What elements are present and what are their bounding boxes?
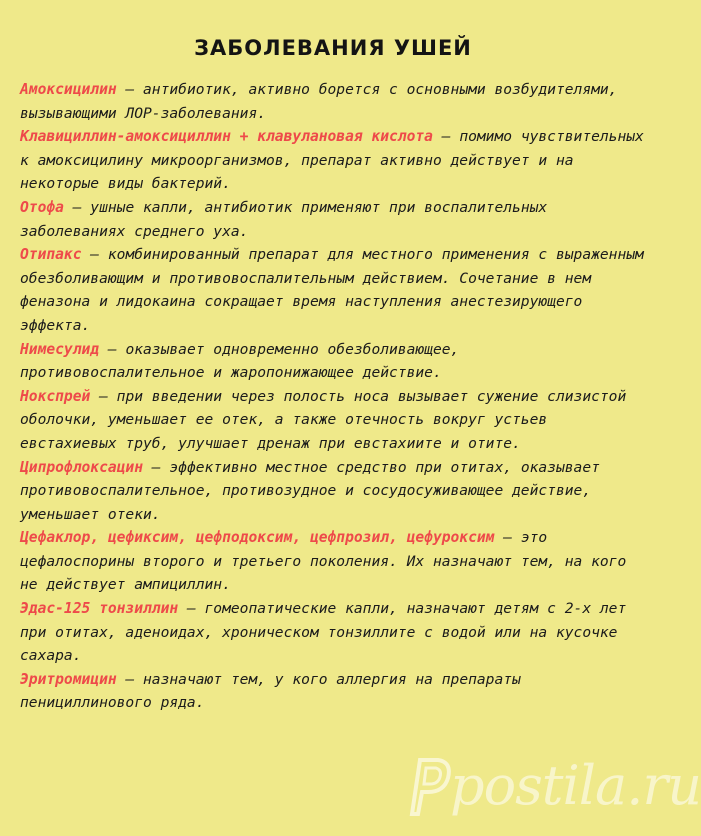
- drug-name: Клавициллин-амоксициллин + клавулановая кислота: [20, 128, 433, 146]
- drug-name: Нимесулид: [20, 340, 100, 358]
- drug-description: комбинированный препарат для местного применения с выраженным обезболивающим и противовоспалительным действием. Сочетание в нем феназона и лидокаина сокращает время наступления анестезирующего эффекта.: [20, 246, 644, 334]
- drug-entry: [20, 526, 646, 597]
- drug-description: антибиотик, активно борется с основными возбудителями, вызывающими ЛОР-заболевания.: [20, 81, 618, 122]
- drug-name: Отофа: [20, 198, 64, 216]
- drug-description: при введении через полость носа вызывает сужение слизистой оболочки, уменьшает ее отек, а также отечность вокруг устьев евстахиевых труб, улучшает дренаж при евстахиите и отите.: [20, 387, 627, 452]
- separator: –: [494, 529, 521, 547]
- separator: –: [81, 246, 108, 264]
- drug-list: [20, 78, 646, 715]
- drug-entry: [20, 243, 646, 337]
- separator: –: [99, 340, 126, 358]
- drug-name: Амоксицилин: [20, 81, 117, 98]
- drug-description: ушные капли, антибиотик применяют при воспалительных заболеваниях среднего уха.: [20, 198, 548, 240]
- drug-entry: [20, 385, 646, 456]
- drug-name: Эритромицин: [20, 670, 117, 688]
- separator: –: [178, 600, 205, 618]
- separator: –: [143, 458, 170, 476]
- drug-description: это цефалоспорины второго и третьего поколения. Их назначают тем, на кого не действует ампициллин.: [20, 529, 627, 594]
- drug-entry: [20, 338, 646, 385]
- drug-name: Эдас-125 тонзиллин: [20, 600, 179, 618]
- drug-entry: [20, 456, 646, 527]
- drug-name: Цефаклор, цефиксим, цефподоксим, цефпрозил, цефуроксим: [20, 529, 495, 547]
- watermark-text: postila.ru: [450, 754, 701, 817]
- separator: –: [90, 387, 117, 405]
- drug-name: Ципрофлоксацин: [20, 458, 144, 476]
- separator: –: [63, 198, 91, 216]
- page-title: ЗАБОЛЕВАНИЯ УШЕЙ: [194, 36, 472, 60]
- separator: –: [432, 128, 460, 146]
- drug-entry: [20, 597, 646, 668]
- drug-description: оказывает одновременно обезболивающее, противовоспалительное и жаропонижающее действие.: [20, 340, 460, 382]
- drug-entry: [20, 196, 646, 243]
- drug-description: гомеопатические капли, назначают детям с 2-х лет при отитах, аденоидах, хроническом тонзиллите с водой или на кусочке сахара.: [20, 600, 627, 665]
- drug-entry: [20, 668, 646, 715]
- separator: –: [116, 670, 144, 688]
- drug-name: Отипакс: [20, 246, 82, 264]
- drug-description: помимо чувствительных к амоксицилину микроорганизмов, препарат активно действует и на некоторые виды бактерий.: [20, 128, 644, 193]
- drug-description: назначают тем, у кого аллергия на препараты пенициллинового ряда.: [20, 670, 521, 712]
- drug-entry: [20, 125, 646, 196]
- drug-name: Нокспрей: [20, 387, 91, 405]
- drug-entry: [20, 78, 646, 125]
- drug-description: эффективно местное средство при отитах, оказывает противовоспалительное, противозудное и сосудосуживающее действие, уменьшает отеки.: [20, 458, 600, 523]
- separator: –: [116, 81, 144, 98]
